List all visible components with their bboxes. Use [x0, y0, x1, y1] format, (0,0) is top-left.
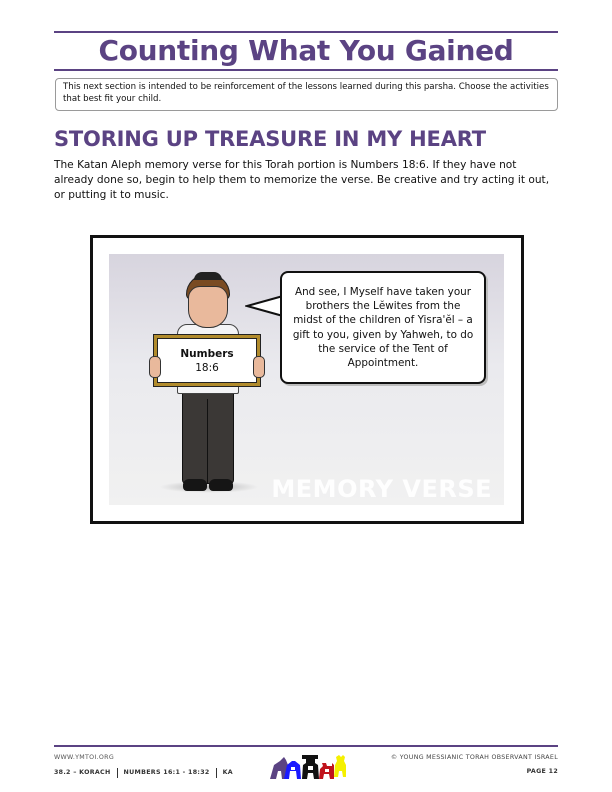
boy-shoe-left	[183, 479, 207, 491]
footer-parsha-info	[54, 768, 233, 778]
memory-verse-picture-frame	[90, 235, 524, 524]
footer-website: WWW.YMTOI.ORG	[54, 754, 115, 761]
footer-level: KA	[222, 769, 233, 776]
footer-reference: NUMBERS 16:1 - 18:32	[123, 769, 210, 776]
footer-separator	[117, 768, 118, 778]
speech-bubble	[280, 271, 486, 384]
footer-rule	[54, 745, 558, 747]
speech-bubble-tail	[245, 294, 285, 318]
sign-book: Numbers	[180, 347, 234, 360]
sign-chapter-verse: 18:6	[195, 361, 219, 374]
section-heading: STORING UP TREASURE IN MY HEART	[54, 127, 486, 151]
intro-note-text: This next section is intended to be reinforcement of the lessons learned during this parsha. Choose the activities that best fit your child.	[63, 82, 549, 104]
boy-hand-right	[253, 356, 265, 378]
boy-shoe-right	[209, 479, 233, 491]
boy-pants	[182, 392, 234, 484]
boy-hand-left	[149, 356, 161, 378]
ymtoi-logo-icon	[268, 751, 348, 781]
footer-page-number: PAGE 12	[526, 768, 558, 775]
title-bottom-rule	[54, 69, 558, 71]
verse-reference-sign	[154, 335, 260, 386]
kippah-icon	[194, 272, 222, 280]
footer-copyright: © YOUNG MESSIANIC TORAH OBSERVANT ISRAEL	[390, 754, 558, 761]
page-title: Counting What You Gained	[98, 34, 514, 67]
pants-seam	[207, 399, 208, 484]
footer-parsha: 38.2 – KORACH	[54, 769, 111, 776]
memory-verse-watermark: MEMORY VERSE	[271, 475, 492, 503]
intro-note-box	[55, 78, 558, 111]
section-body: The Katan Aleph memory verse for this Torah portion is Numbers 18:6. If they have not already done so, begin to help them to memorize the verse. Be creative and try acting it out, or putting it to music.	[54, 159, 550, 201]
memory-verse-text: And see, I Myself have taken your brothers the Lĕwites from the midst of the children of Yisra'ĕl – a gift to you, given by Yahweh, to do the service of the Tent of Appointment.	[292, 285, 474, 370]
boy-face	[188, 286, 228, 328]
footer-separator	[216, 768, 217, 778]
memory-verse-illustration	[109, 254, 504, 505]
